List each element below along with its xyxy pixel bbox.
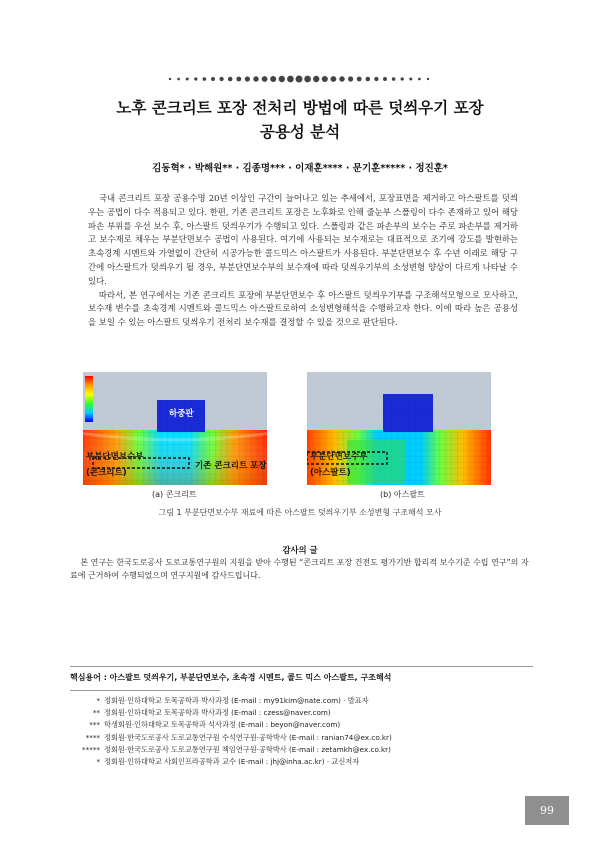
footnote-divider — [70, 690, 220, 691]
abstract-paragraph-1: 국내 콘크리트 포장 공용수명 20년 이상인 구간이 늘어나고 있는 추세에서, 포장표면을 제거하고 아스팔트를 덧씌우는 공법이 다수 적용되고 있다. 한편, 기존 콘크리트 포장은 노후화로 인해 줄눈부 스폴링이 다수 존재하고 있어 해당 파손 부위를 우선 보수 후, 아스팔트 덧씌우기가 수행되고 있다. 스폴링과 같은 파손부의 보수는 주로 파손부를 제거하고 보수재로 채우는 부분단면보수 공법이 사용된다. 여기에 사용되는 보수재로는 대표적으로 조기에 강도를 발현하는 초속경계 시멘트와 가열없이 간단히 시공가능한 콜드믹스 아스팔트가 사용된다. 부분단면보수 후 수년 이래로 해당 구간에 아스팔트가 덧씌우기 될 경우, 부분단면보수부의 보수재에 따라 덧씌우기부의 소성변형 양상이 다르게 나타날 수 있다. — [88, 193, 518, 286]
footnote-text: 정회원·한국도로공사 도로교통연구원 책임연구원·공학박사 (E-mail : zetamkh@ex.co.kr) — [104, 744, 391, 754]
decorative-dot — [409, 77, 412, 80]
abstract — [88, 192, 518, 330]
footnote-text: 학생회원·인하대학교 토목공학과 석사과정 (E-mail : beyon@naver.com) — [104, 720, 341, 730]
decorative-dot — [313, 76, 319, 82]
footnote — [74, 695, 514, 707]
figure-a-sublabel: (a) 콘크리트 — [152, 490, 197, 499]
label-repair-line-2-b: (아스팔트) — [310, 468, 351, 478]
author-list: 김동혁* · 박해원** · 김종명*** · 이재훈**** · 문기훈***** · 정진훈* — [152, 163, 448, 174]
title-line-2: 공용성 분석 — [259, 123, 341, 141]
figure-caption: 그림 1 부분단면보수부 재료에 따른 아스팔트 덧씌우기부 소성변형 구조해석 모사 — [158, 508, 442, 517]
title-line-1: 노후 콘크리트 포장 전처리 방법에 따른 덧씌우기 포장 — [116, 99, 484, 117]
figure-b-sublabel: (b) 아스팔트 — [380, 490, 425, 499]
decorative-dot — [186, 77, 189, 80]
footnotes — [74, 695, 514, 768]
decorative-dot — [331, 76, 337, 82]
acknowledgement-text: 본 연구는 한국도로공사 도로교통연구원의 지원을 받아 수행된 “콘크리트 포장 건전도 평가기반 합리적 보수기준 수립 연구”의 자료에 근거하여 수행되었으며 연구지원에 감사드립니다. — [70, 558, 529, 580]
label-repair-line-1-b: 부분단면보수부 — [310, 452, 368, 462]
decorative-dot — [177, 78, 180, 81]
decorative-dot — [262, 76, 268, 82]
footnote — [74, 732, 514, 744]
label-repair-line-2-a: (콘크리트) — [86, 468, 127, 478]
decorative-dot — [279, 76, 285, 82]
decorative-dot — [401, 77, 404, 80]
figure-a-concrete — [83, 372, 267, 485]
decorative-dot — [270, 76, 276, 82]
decorative-dot — [366, 77, 371, 82]
decorative-dot — [304, 76, 311, 83]
footnote — [74, 756, 514, 768]
decorative-dot-line — [0, 74, 600, 84]
keywords: 핵심용어 : 아스팔트 덧씌우기, 부분단면보수, 초속경 시멘트, 콜드 믹스 아스팔트, 구조해석 — [70, 673, 392, 682]
decorative-dot — [339, 76, 344, 81]
footnote-mark: ***** — [82, 744, 100, 754]
decorative-dot — [287, 76, 294, 83]
decorative-dot — [296, 76, 303, 83]
label-repair-line-1-a: 부분단면보수부 — [86, 452, 144, 462]
decorative-dot — [427, 78, 429, 80]
acknowledgement-heading: 감사의 글 — [282, 545, 318, 555]
footnote-mark: *** — [89, 720, 100, 730]
decorative-dot — [228, 77, 233, 82]
decorative-dot — [194, 77, 197, 80]
page-number: 99 — [525, 796, 569, 825]
decorative-dot — [203, 77, 207, 81]
footnote — [74, 719, 514, 731]
decorative-dot — [374, 77, 378, 81]
footnote-mark: **** — [85, 732, 100, 742]
decorative-dot — [418, 78, 421, 81]
footnote-mark: * — [96, 757, 100, 767]
decorative-dot — [383, 77, 387, 81]
decorative-dot — [219, 77, 223, 81]
footnote-mark: * — [96, 696, 100, 705]
decorative-dot — [348, 76, 353, 81]
figure-b-asphalt — [307, 372, 491, 485]
label-existing-pavement: 기존 콘크리트 포장 — [195, 461, 267, 471]
decorative-dot — [236, 77, 241, 82]
label-load-plate: 하중판 — [169, 409, 194, 419]
footnote-text: 정회원·한국도로공사 도로교통연구원 수석연구원·공학박사 (E-mail : ranian74@ex.co.kr) — [104, 732, 392, 742]
abstract-paragraph-2: 따라서, 본 연구에서는 기존 콘크리트 포장에 부분단면보수 후 아스팔트 덧씌우기부를 구조해석모형으로 모사하고, 보수재 변수를 초속경계 시멘트와 콜드믹스 아스팔트로하여 소성변형해석을 수행하고자 한다. 이에 따라 높은 공용성을 보일 수 있는 아스팔트 덧씌우기 전처리 보수재를 결정할 수 있을 것으로 판단된다. — [88, 289, 518, 328]
keyword-divider — [70, 666, 533, 667]
decorative-dot — [357, 77, 362, 82]
footnote-text: 정회원·인하대학교 사회인프라공학과 교수 (E-mail : jhj@inha.ac.kr) · 교신저자 — [104, 757, 360, 767]
footnote — [74, 707, 514, 719]
paper-title — [40, 96, 560, 144]
footnote-text: 정회원·인하대학교 토목공학과 박사과정 (E-mail : czess@naver.com) — [104, 708, 331, 718]
footnote-text: 정회원·인하대학교 토목공학과 박사과정 (E-mail : my91kim@nate.com) · 발표자 — [104, 696, 369, 705]
footnote-mark: ** — [92, 708, 100, 718]
decorative-dot — [322, 76, 328, 82]
decorative-dot — [211, 77, 215, 81]
decorative-dot — [169, 78, 171, 80]
decorative-dot — [253, 76, 258, 81]
decorative-dot — [392, 77, 396, 81]
decorative-dot — [245, 76, 250, 81]
footnote — [74, 744, 514, 756]
